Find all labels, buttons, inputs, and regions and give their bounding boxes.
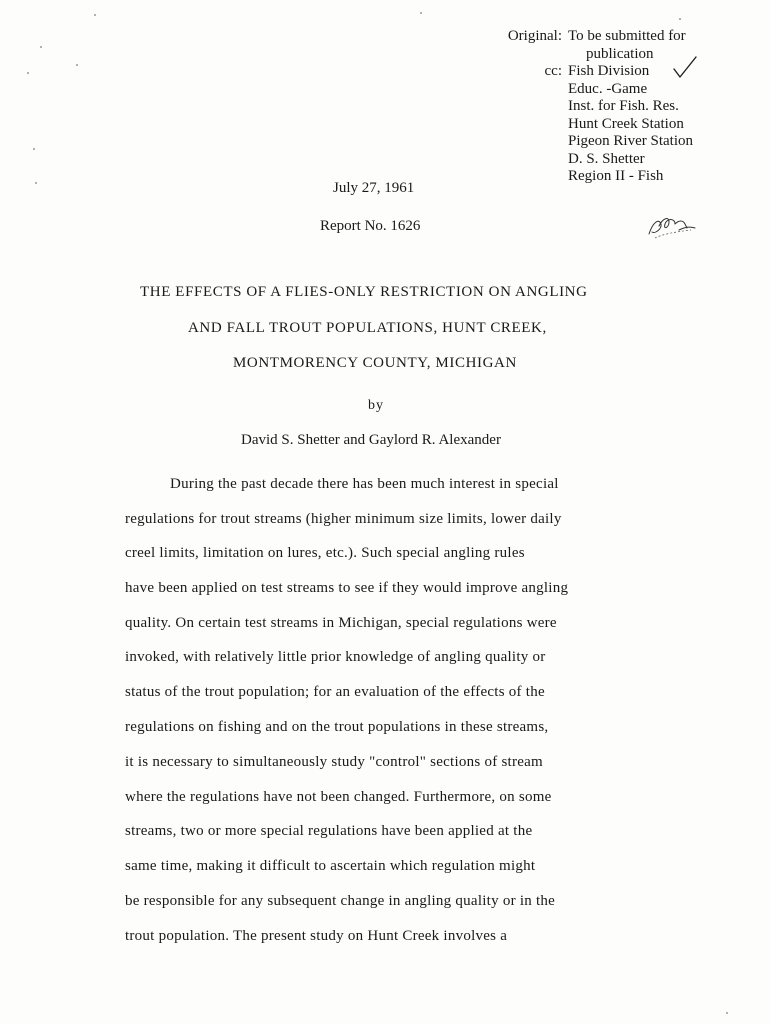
cc-item: Region II - Fish — [568, 168, 664, 184]
cc-item: D. S. Shetter — [568, 150, 645, 167]
body-line: have been applied on test streams to see if they would improve angling — [125, 580, 569, 596]
scan-speck — [40, 46, 42, 48]
cc-item-row — [490, 168, 693, 186]
body-line: regulations for trout streams (higher minimum size limits, lower daily — [125, 511, 562, 527]
cc-item: Inst. for Fish. Res. — [568, 98, 679, 114]
cc-item-row — [490, 116, 693, 134]
body-line: streams, two or more special regulations have been applied at the — [125, 823, 533, 839]
scan-speck — [76, 64, 78, 66]
scan-speck — [94, 14, 96, 16]
authors: David S. Shetter and Gaylord R. Alexander — [241, 432, 501, 448]
cc-item: Educ. -Game — [568, 80, 648, 97]
cc-label: cc: — [544, 63, 562, 79]
body-line: status of the trout population; for an evaluation of the effects of the — [125, 684, 545, 700]
body-line: quality. On certain test streams in Michigan, special regulations were — [125, 615, 557, 631]
distribution-original-row — [490, 28, 693, 46]
body-line: regulations on fishing and on the trout populations in these streams, — [125, 719, 549, 735]
body-line: be responsible for any subsequent change in angling quality or in the — [125, 893, 556, 909]
distribution-original-row-2 — [490, 46, 693, 64]
title-line: AND FALL TROUT POPULATIONS, HUNT CREEK, — [188, 320, 547, 336]
title-line: MONTMORENCY COUNTY, MICHIGAN — [233, 355, 517, 371]
body-line: where the regulations have not been changed. Furthermore, on some — [125, 789, 552, 805]
cc-item: Hunt Creek Station — [568, 115, 684, 132]
scan-speck — [726, 1012, 728, 1014]
distribution-cc-row — [490, 63, 693, 81]
original-label: Original: — [507, 28, 562, 44]
cc-item-row — [490, 98, 693, 116]
byline-by: by — [368, 398, 384, 413]
cc-item-row — [490, 133, 693, 151]
body-line: trout population. The present study on Hunt Creek involves a — [125, 928, 508, 944]
body-line: same time, making it difficult to ascertain which regulation might — [125, 858, 536, 874]
scan-speck — [679, 18, 681, 20]
scan-speck — [420, 12, 422, 14]
report-number: Report No. 1626 — [320, 218, 421, 234]
handwritten-initials-icon — [645, 212, 697, 242]
body-line: During the past decade there has been much interest in special — [170, 476, 559, 492]
distribution-block — [490, 28, 693, 186]
body-line: invoked, with relatively little prior knowledge of angling quality or — [125, 649, 546, 665]
original-value: To be submitted for — [568, 28, 686, 44]
scan-speck — [35, 182, 37, 184]
original-value-2: publication — [586, 45, 654, 62]
cc-item-row — [490, 81, 693, 99]
cc-item: Fish Division — [568, 63, 650, 79]
cc-item-row — [490, 151, 693, 169]
scan-speck — [33, 148, 35, 150]
title-line: THE EFFECTS OF A FLIES-ONLY RESTRICTION ON ANGLING — [140, 284, 588, 300]
cc-item: Pigeon River Station — [568, 133, 693, 149]
scan-speck — [27, 72, 29, 74]
body-line: creel limits, limitation on lures, etc.). Such special angling rules — [125, 545, 525, 561]
body-line: it is necessary to simultaneously study "control" sections of stream — [125, 754, 543, 770]
check-mark-icon — [672, 55, 700, 81]
document-date: July 27, 1961 — [333, 180, 415, 196]
